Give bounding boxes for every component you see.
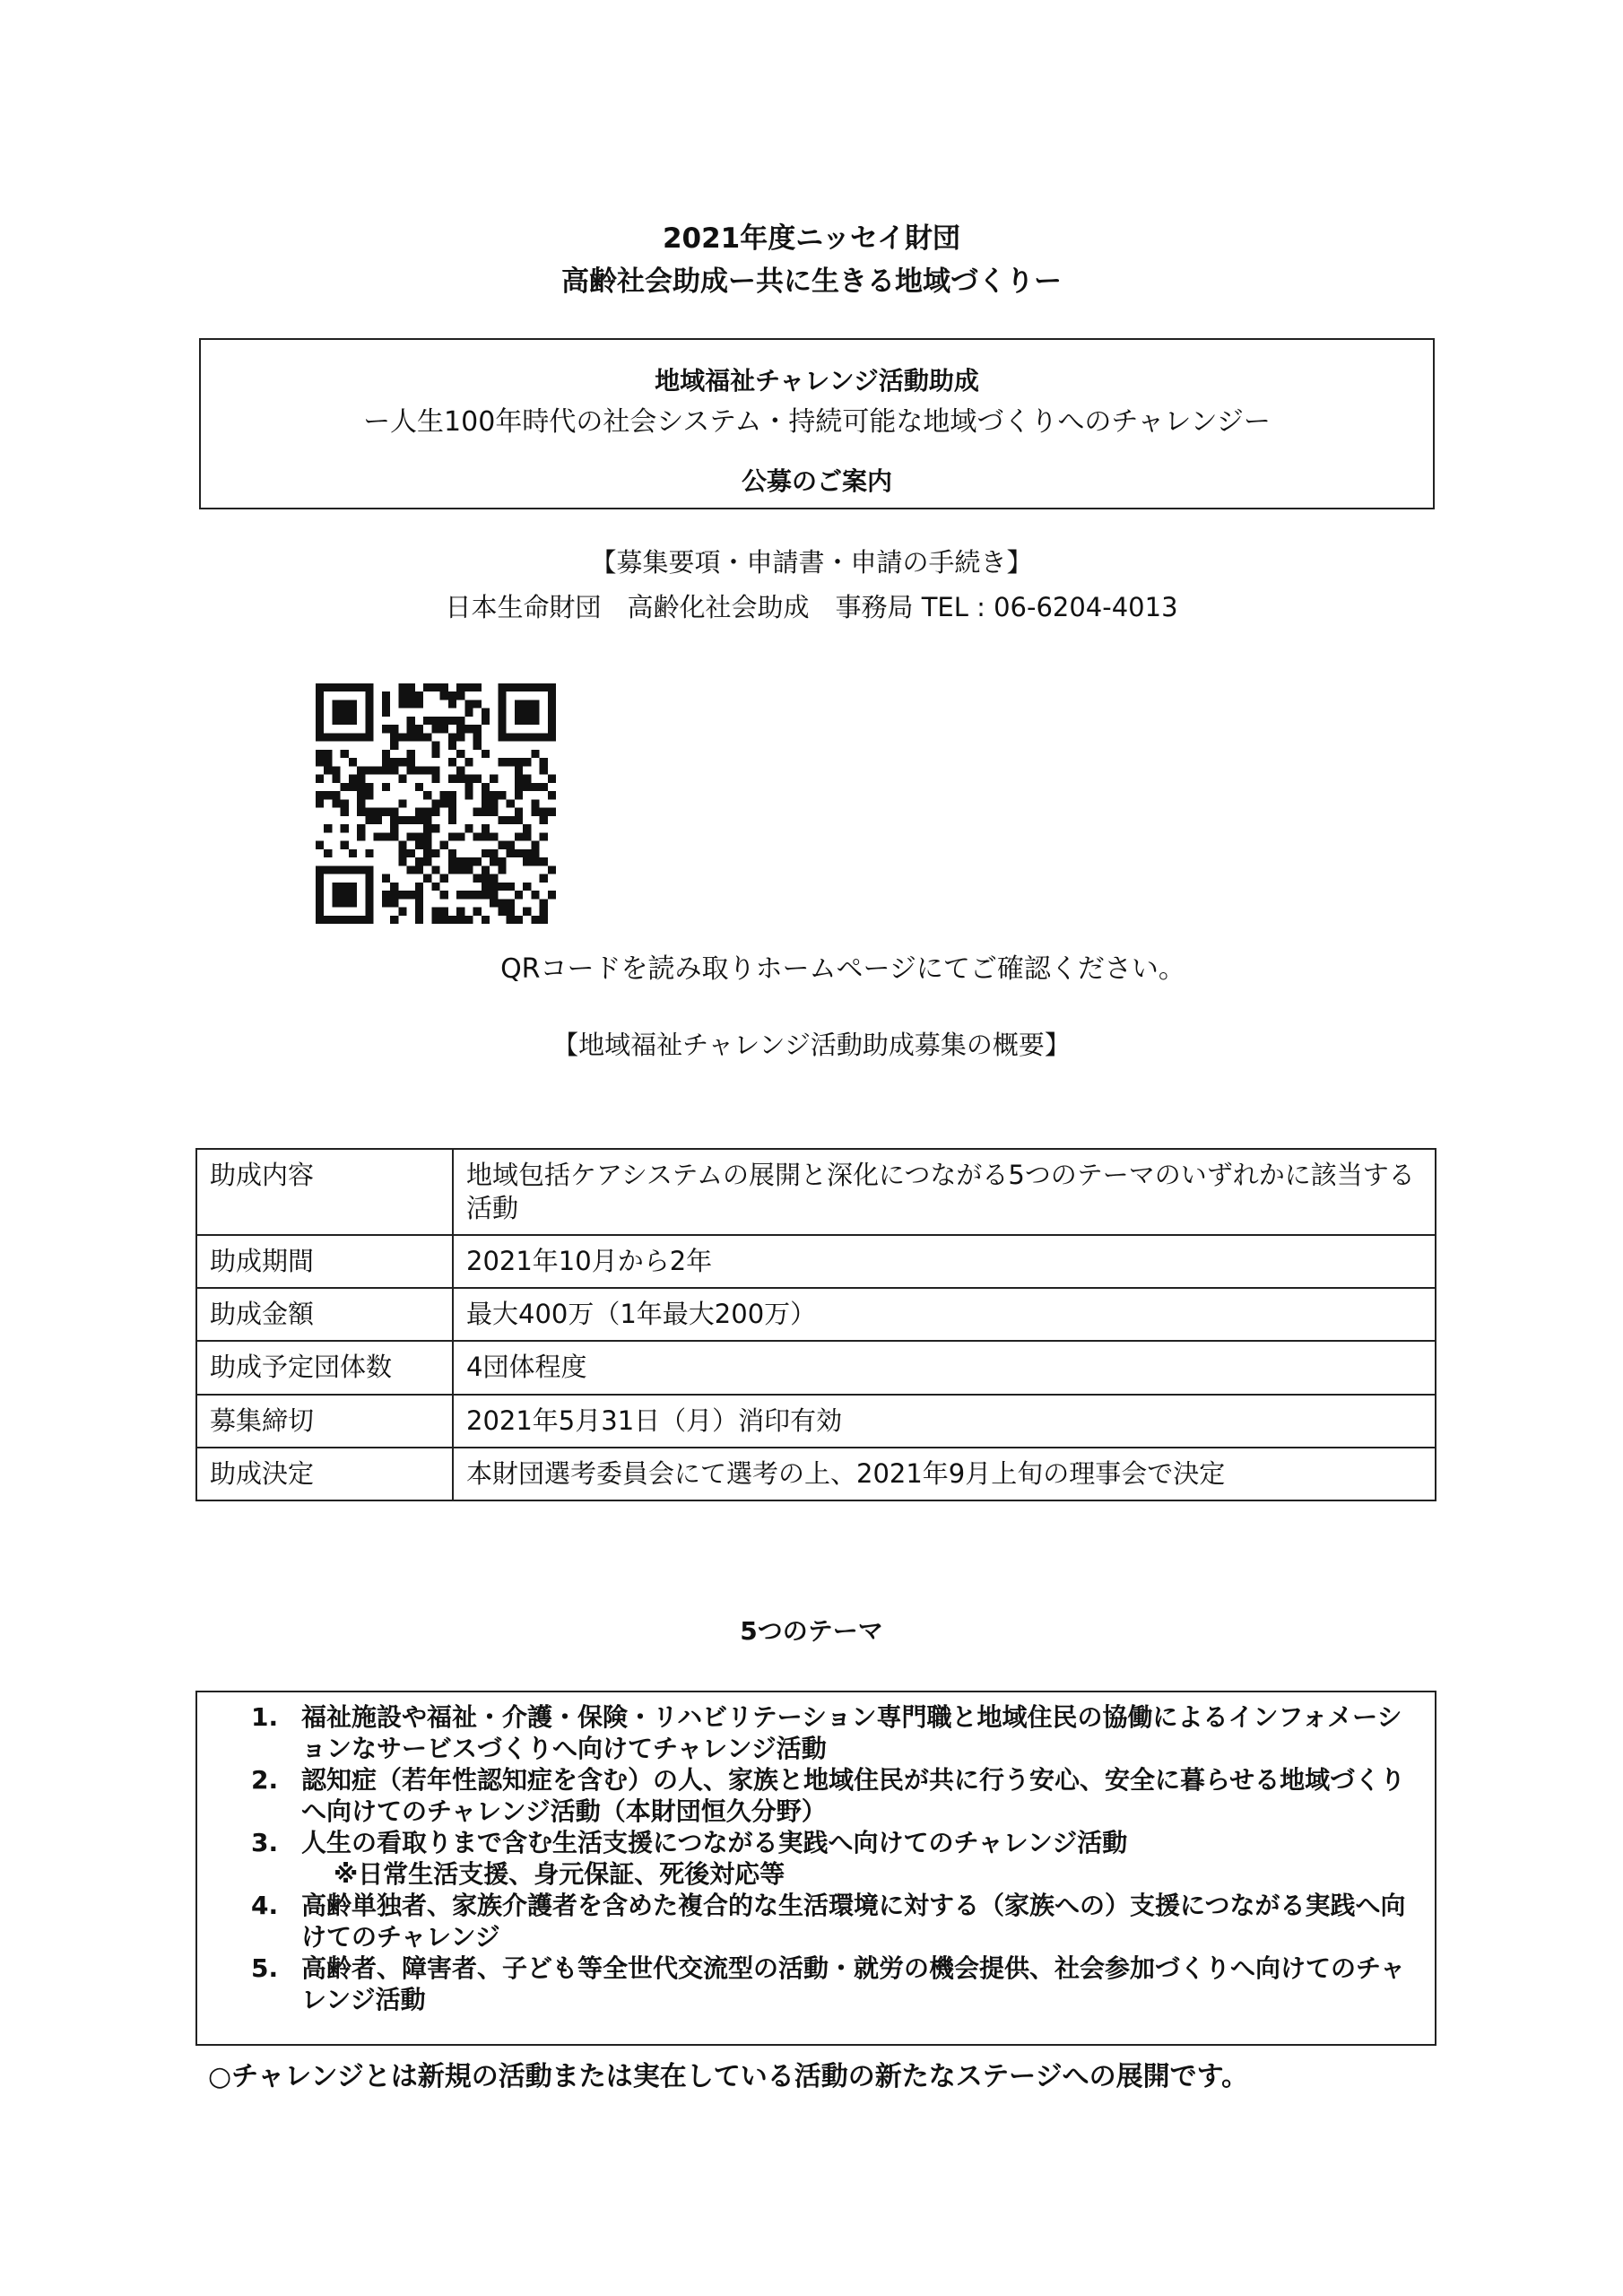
table-row (196, 1341, 1436, 1394)
row-value: 4団体程度 (453, 1341, 1436, 1394)
list-item (251, 1827, 1417, 1890)
row-value: 本財団選考委員会にて選考の上、2021年9月上旬の理事会で決定 (453, 1448, 1436, 1500)
row-key: 助成内容 (196, 1149, 453, 1235)
row-value: 最大400万（1年最大200万） (453, 1288, 1436, 1341)
table-row (196, 1395, 1436, 1448)
row-key: 助成決定 (196, 1448, 453, 1500)
themes-box (195, 1691, 1436, 2046)
overview-heading: 【地域福祉チャレンジ活動助成募集の概要】 (552, 1030, 1071, 1060)
row-key: 募集締切 (196, 1395, 453, 1448)
item-text: 高齢者、障害者、子ども等全世代交流型の活動・就労の機会提供、社会参加づくりへ向けてのチャレンジ活動 (301, 1953, 1406, 2014)
item-text: 人生の看取りまで含む生活支援につながる実践へ向けてのチャレンジ活動 (301, 1828, 1128, 1857)
table-row (196, 1448, 1436, 1500)
item-text: 認知症（若年性認知症を含む）の人、家族と地域住民が共に行う安心、安全に暮らせる地域づくりへ向けてのチャレンジ活動（本財団恒久分野） (301, 1765, 1406, 1826)
program-notice: 公募のご案内 (741, 466, 892, 496)
item-number: 3. (251, 1828, 279, 1857)
qr-instruction: QRコードを読み取りホームページにてご確認ください。 (500, 953, 1185, 985)
qr-code-icon[interactable] (316, 683, 556, 924)
contact-line: 日本生命財団 高齢化社会助成 事務局 TEL : 06-6204-4013 (445, 592, 1178, 622)
list-item (251, 1890, 1417, 1952)
footnote: ○チャレンジとは新規の活動または実在している活動の新たなステージへの展開です。 (208, 2061, 1249, 2092)
item-number: 2. (251, 1765, 279, 1795)
item-text: 高齢単独者、家族介護者を含めた複合的な生活環境に対する（家族への）支援につながる実践へ向けてのチャレンジ (301, 1891, 1406, 1952)
item-number: 4. (251, 1891, 279, 1920)
list-item (251, 1764, 1417, 1827)
row-value: 2021年5月31日（月）消印有効 (453, 1395, 1436, 1448)
row-value: 2021年10月から2年 (453, 1235, 1436, 1288)
doc-title-year: 2021年度ニッセイ財団 (662, 222, 961, 255)
table-row (196, 1149, 1436, 1235)
row-value: 地域包括ケアシステムの展開と深化につながる5つのテーマのいずれかに該当する活動 (453, 1149, 1436, 1235)
item-text: 福祉施設や福祉・介護・保険・リハビリテーション専門職と地域住民の協働によるインフォメーションなサービスづくりへ向けてチャレンジ活動 (301, 1702, 1402, 1763)
summary-table (195, 1148, 1436, 1501)
item-note: ※日常生活支援、身元保証、死後対応等 (334, 1859, 785, 1889)
qr-code-graphic (316, 683, 556, 924)
row-key: 助成金額 (196, 1288, 453, 1341)
program-box (199, 338, 1435, 509)
guide-heading: 【募集要項・申請書・申請の手続き】 (590, 547, 1033, 578)
row-key: 助成予定団体数 (196, 1341, 453, 1394)
item-number: 1. (251, 1702, 279, 1732)
row-key: 助成期間 (196, 1235, 453, 1288)
table-row (196, 1235, 1436, 1288)
list-item (251, 1701, 1417, 1764)
program-title: 地域福祉チャレンジ活動助成 (655, 366, 979, 396)
themes-list (251, 1701, 1417, 2015)
doc-title-program: 高齢社会助成ー共に生きる地域づくりー (561, 265, 1062, 298)
item-number: 5. (251, 1953, 279, 1983)
themes-title: 5つのテーマ (740, 1616, 883, 1646)
program-subtitle: ー人生100年時代の社会システム・持続可能な地域づくりへのチャレンジー (363, 406, 1271, 438)
list-item (251, 1952, 1417, 2015)
table-row (196, 1288, 1436, 1341)
